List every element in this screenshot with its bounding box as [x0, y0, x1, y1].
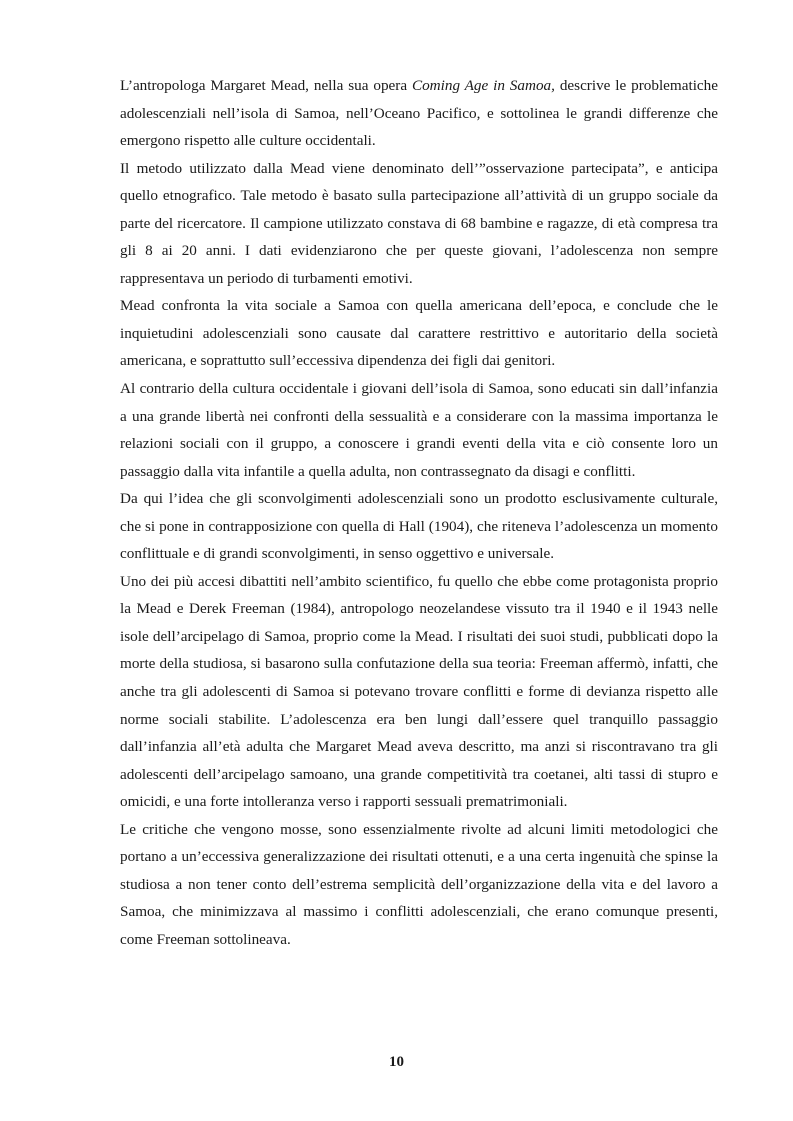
paragraph-mead-intro	[120, 72, 718, 155]
paragraph-samoa-youth: Al contrario della cultura occidentale i giovani dell’isola di Samoa, sono educati sin dall’infanzia a una grande libertà nei confronti della sessualità e a considerare con la massima importanza le relazioni sociali con il gruppo, a conoscere i grandi eventi della vita e ciò consente loro un passaggio dalla vita infantile a quella adulta, non contrassegnato da disagi e conflitti.	[120, 380, 718, 480]
paragraph-comparison: Mead confronta la vita sociale a Samoa con quella americana dell’epoca, e conclude che le inquietudini adolescenziali sono causate dal carattere restrittivo e autoritario della società americana, e soprattutto sull’eccessiva dipendenza dei figli dai genitori.	[120, 297, 718, 370]
paragraph-criticism: Le critiche che vengono mosse, sono essenzialmente rivolte ad alcuni limiti metodologici che portano a un’eccessiva generalizzazione dei risultati ottenuti, e a una certa ingenuità che spinse la studiosa a non tener conto dell’estrema semplicità dell’organizzazione della vita e del lavoro a Samoa, che minimizzava al massimo i conflitti adolescenziali, che erano comunque presenti, come Freeman sottolineava.	[120, 820, 718, 948]
paragraph-method: Il metodo utilizzato dalla Mead viene denominato dell’”osservazione partecipata”, e anticipa quello etnografico. Tale metodo è basato sulla partecipazione all’attività di un gruppo sociale da parte del ricercatore. Il campione utilizzato constava di 68 bambine e ragazze, di età compresa tra gli 8 ai 20 anni. I dati evidenziarono che per queste giovani, l’adolescenza non sempre rappresentava un periodo di turbamenti emotivi.	[120, 159, 718, 287]
body-text	[120, 72, 718, 954]
paragraph-mead-intro-start: L’antropologa Margaret Mead, nella sua opera	[120, 77, 412, 94]
paragraph-freeman: Uno dei più accesi dibattiti nell’ambito scientifico, fu quello che ebbe come protagonista proprio la Mead e Derek Freeman (1984), antropologo neozelandese vissuto tra il 1940 e il 1943 nelle isole dell’arcipelago di Samoa, proprio come la Mead. I risultati dei suoi studi, pubblicati dopo la morte della studiosa, si basarono sulla confutazione della sua teoria: Freeman affermò, infatti, che anche tra gli adolescenti di Samoa si potevano trovare conflitti e forme di devianza rispetto alle norme sociali stabilite. L’adolescenza era ben lungi dall’essere quel tranquillo passaggio dall’infanzia all’età adulta che Margaret Mead aveva descritto, ma anzi si riscontravano tra gli adolescenti dell’arcipelago samoano, una grande competitività tra coetanei, alti tassi di stupro e omicidi, e una forte intolleranza verso i rapporti sessuali prematrimoniali.	[120, 572, 718, 811]
paragraph-mead-intro-end: descrive le problematiche adolescenziali nell’isola di Samoa, nell’Oceano Pacifico, e sottolinea le grandi differenze che emergono rispetto alle culture occidentali.	[120, 77, 718, 150]
book-title: Coming Age in Samoa,	[411, 77, 555, 94]
paragraph-hall: Da qui l’idea che gli sconvolgimenti adolescenziali sono un prodotto esclusivamente culturale, che si pone in contrapposizione con quella di Hall (1904), che riteneva l’adolescenza un momento conflittuale e di grandi sconvolgimenti, in senso oggettivo e universale.	[120, 490, 718, 563]
page-number: 10	[389, 1054, 404, 1070]
